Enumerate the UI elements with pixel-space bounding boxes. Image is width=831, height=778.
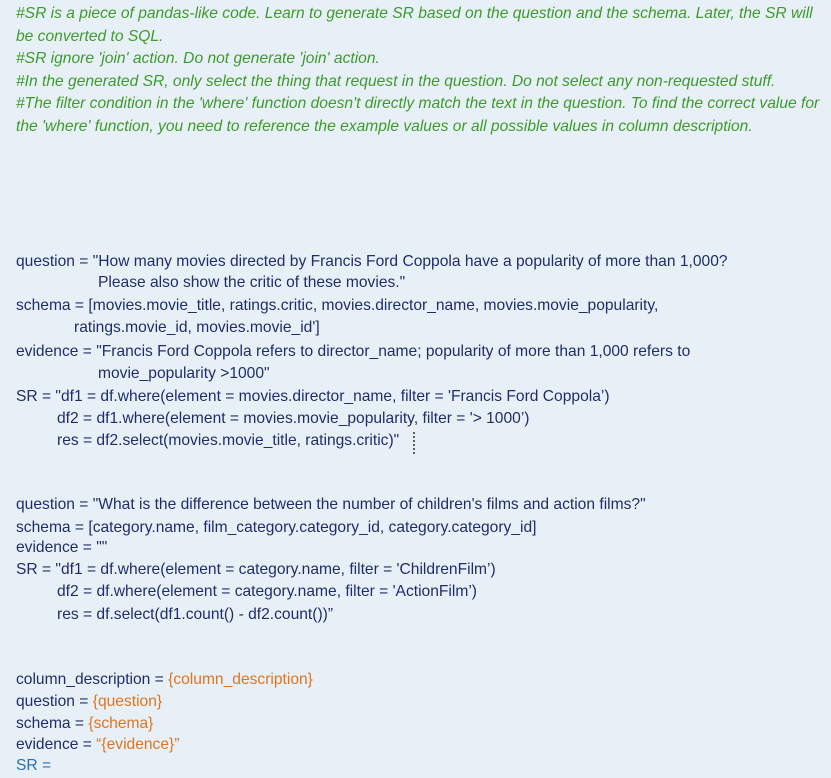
example-1-sr-line-1: SR = "df1 = df.where(element = movies.director_name, filter = 'Francis Ford Coppola’) [16, 388, 610, 405]
schema-label: schema = [16, 715, 89, 732]
example-2-sr-line-3: res = df.select(df1.count() - df2.count())” [57, 606, 334, 623]
example-1-evidence-cont: movie_popularity >1000" [98, 365, 270, 382]
template-question [16, 692, 162, 712]
instruction-3: #In the generated SR, only select the thing that request in the question. Do not select any non-requested stuff. [16, 72, 776, 90]
column-description-label: column_description = [16, 671, 169, 688]
example-1-schema: schema = [movies.movie_title, ratings.critic, movies.director_name, movies.movie_popularity, [16, 297, 659, 314]
template-sr: SR = [16, 757, 52, 774]
evidence-label: evidence = [16, 736, 97, 753]
vertical-ellipsis-icon [412, 432, 416, 456]
example-2-question: question = "What is the difference between the number of children's films and action films?" [16, 496, 646, 513]
example-1-question-cont: Please also show the critic of these movies." [98, 274, 406, 291]
column-description-placeholder: {column_description} [168, 671, 313, 688]
example-2-sr-line-1: SR = "df1 = df.where(element = category.name, filter = 'ChildrenFilm’) [16, 561, 496, 578]
example-2-evidence: evidence = "" [16, 539, 108, 556]
question-placeholder: {question} [92, 693, 163, 710]
template-column-description [16, 670, 313, 690]
template-schema [16, 714, 153, 734]
example-1-sr-line-3: res = df2.select(movies.movie_title, ratings.critic)" [57, 432, 400, 449]
evidence-placeholder: “{evidence}” [96, 736, 180, 753]
example-2-sr-line-2: df2 = df.where(element = category.name, filter = 'ActionFilm’) [57, 583, 478, 600]
example-1-question: question = "How many movies directed by Francis Ford Coppola have a popularity of more than 1,000? [16, 253, 728, 270]
example-2-schema: schema = [category.name, film_category.category_id, category.category_id] [16, 519, 537, 536]
example-1-schema-cont: ratings.movie_id, movies.movie_id'] [74, 319, 320, 336]
template-evidence [16, 735, 179, 755]
instruction-4: #The filter condition in the 'where' function doesn't directly match the text in the question. To find the correct value for the 'where' function, you need to reference the example values or all possible values in column description. [16, 95, 820, 135]
instructions [16, 3, 821, 138]
example-1-sr-line-2: df2 = df1.where(element = movies.movie_popularity, filter = '> 1000’) [57, 410, 530, 427]
question-label: question = [16, 693, 93, 710]
schema-placeholder: {schema} [88, 715, 154, 732]
instruction-1: #SR is a piece of pandas-like code. Learn to generate SR based on the question and the schema. Later, the SR will be converted to SQL. [16, 5, 813, 45]
instruction-2: #SR ignore 'join' action. Do not generate 'join' action. [16, 50, 380, 67]
example-1-evidence: evidence = "Francis Ford Coppola refers to director_name; popularity of more than 1,000 refers to [16, 343, 691, 360]
